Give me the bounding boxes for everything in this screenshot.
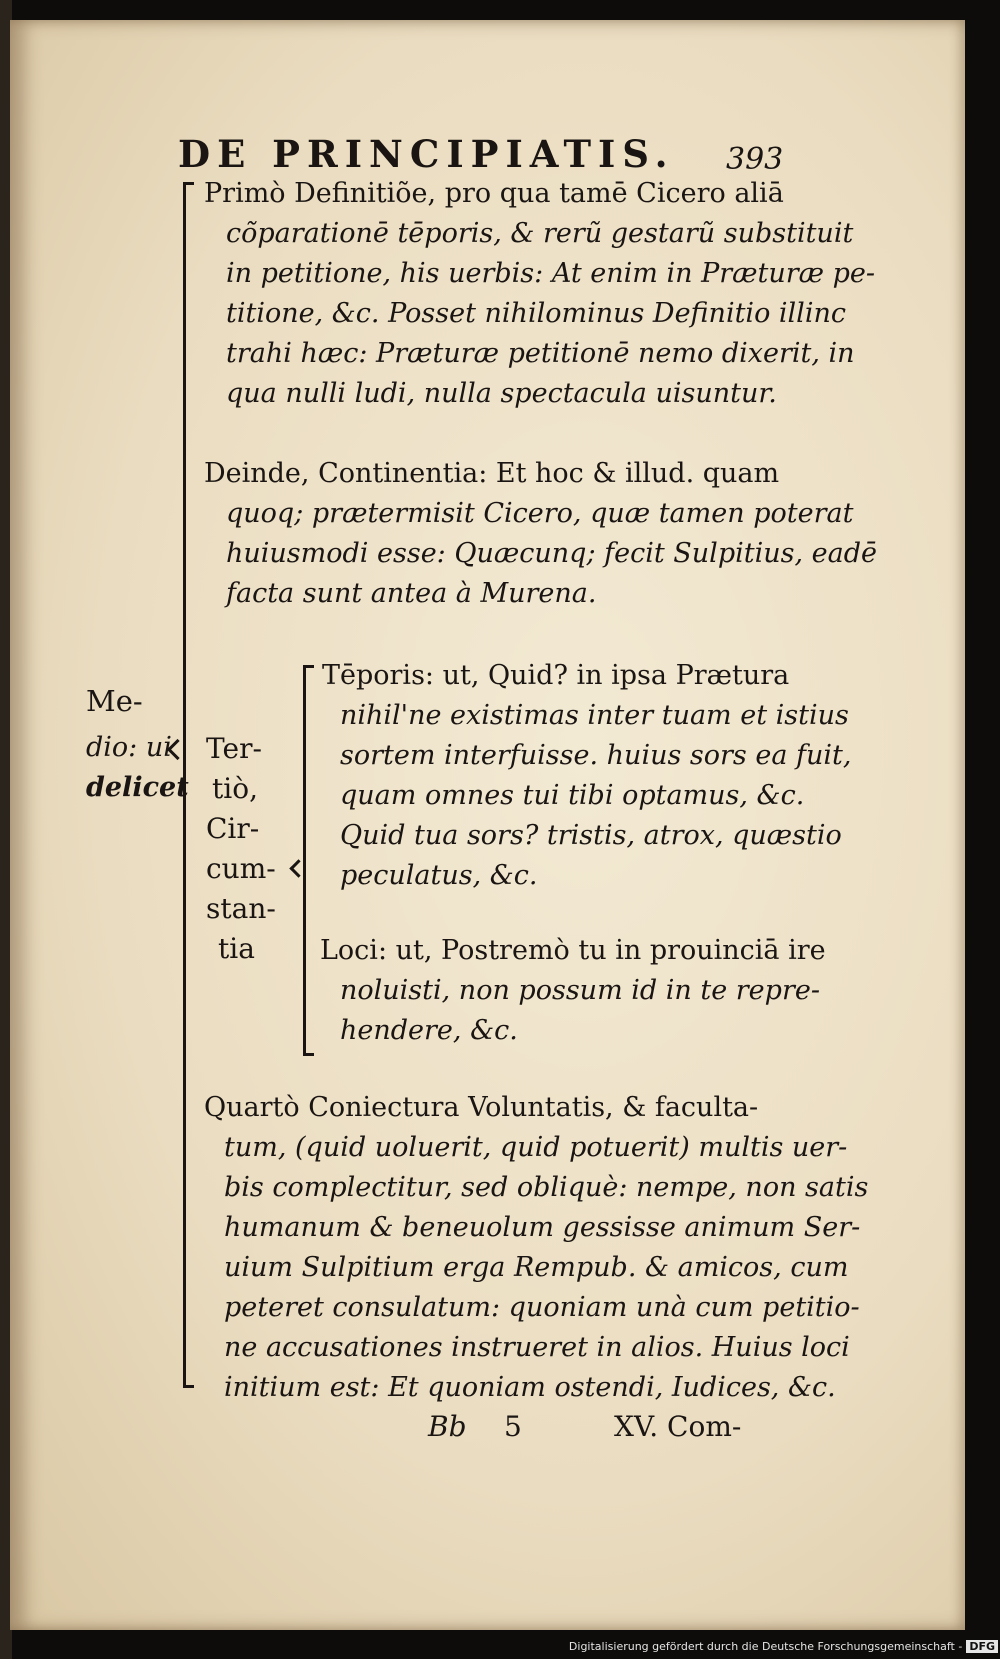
- text-line: initium est: Et quoniam ostendi, Iudices, &c.: [224, 1372, 836, 1403]
- label-line: Ter-: [206, 732, 262, 765]
- text-line: Loci: ut, Postremò tu in prouinciā ire: [320, 935, 826, 966]
- label-line: cum-: [206, 852, 276, 885]
- text-line: ne accusationes instrueret in alios. Huius loci: [224, 1332, 850, 1363]
- text-line: sortem interfuisse. huius sors ea fuit,: [340, 740, 852, 771]
- page-number: 393: [726, 142, 784, 177]
- text-line: Quid tua sors? tristis, atrox, quæstio: [340, 820, 842, 851]
- text-line: huiusmodi esse: Quæcunq; fecit Sulpitius, eadē: [226, 538, 877, 569]
- text-line: trahi hæc: Præturæ petitionē nemo dixerit, in: [226, 338, 855, 369]
- text-line: peculatus, &c.: [340, 860, 538, 891]
- label-line: delicet: [86, 772, 189, 803]
- catchword: XV. Com-: [614, 1410, 742, 1443]
- digitization-credit: [0, 1640, 998, 1653]
- text-line: bis complectitur, sed obliquè: nempe, non satis: [224, 1172, 869, 1203]
- text-line: Deinde, Continentia: Et hoc & illud. quam: [204, 458, 780, 489]
- text-line: cõparationē tēporis, & rerũ gestarũ substituit: [226, 218, 854, 249]
- text-line: peteret consulatum: quoniam unà cum petitio-: [224, 1292, 860, 1323]
- text-line: tum, (quid uoluerit, quid potuerit) multis uer-: [224, 1132, 848, 1163]
- text-line: nihil'ne existimas inter tuam et istius: [340, 700, 849, 731]
- text-line: qua nulli ludi, nulla spectacula uisuntur.: [226, 378, 777, 409]
- dfg-logo: DFG: [966, 1640, 998, 1653]
- signature-number: 5: [504, 1410, 522, 1443]
- text-line: in petitione, his uerbis: At enim in Præturæ pe-: [226, 258, 876, 289]
- label-line: stan-: [206, 892, 276, 925]
- label-line: Me-: [86, 684, 143, 718]
- text-line: Tēporis: ut, Quid? in ipsa Prætura: [322, 660, 790, 691]
- label-line: dio: ui: [86, 732, 172, 763]
- label-line: tiò,: [212, 772, 258, 805]
- text-line: uium Sulpitium erga Rempub. & amicos, cum: [224, 1252, 849, 1283]
- text-line: quoq; prætermisit Cicero, quæ tamen poterat: [226, 498, 854, 529]
- text-line: hendere, &c.: [340, 1015, 518, 1046]
- text-line: titione, &c. Posset nihilominus Definitio illinc: [226, 298, 846, 329]
- text-line: Quartò Coniectura Voluntatis, & faculta-: [204, 1092, 759, 1123]
- running-header: DE PRINCIPIATIS.: [178, 132, 675, 176]
- text-line: facta sunt antea à Murena.: [226, 578, 597, 609]
- text-line: Primò Definitiõe, pro qua tamē Cicero aliā: [204, 178, 784, 209]
- label-line: Cir-: [206, 812, 260, 845]
- credit-text: Digitalisierung gefördert durch die Deutsche Forschungsgemeinschaft -: [568, 1640, 963, 1653]
- text-line: quam omnes tui tibi optamus, &c.: [340, 780, 805, 811]
- signature-mark: Bb: [428, 1410, 467, 1443]
- circumstantia-brace: [303, 665, 314, 1056]
- text-line: noluisti, non possum id in te repre-: [340, 975, 820, 1006]
- text-line: humanum & beneuolum gessisse animum Ser-: [224, 1212, 861, 1243]
- label-line: tia: [218, 932, 255, 965]
